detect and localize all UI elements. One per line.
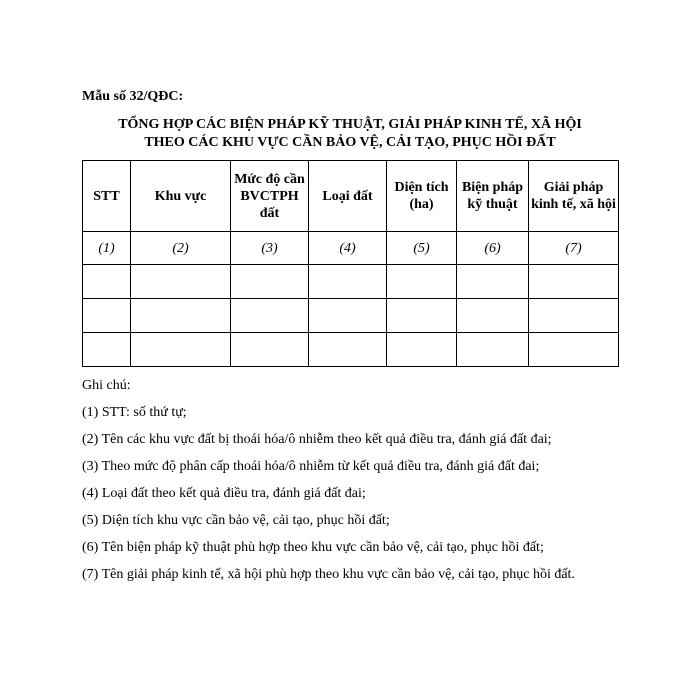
header-giai-phap: Giải pháp kinh tế, xã hội xyxy=(529,161,619,232)
table-cell xyxy=(309,333,387,367)
table-row xyxy=(83,299,619,333)
table-header-row xyxy=(83,161,619,232)
table-cell xyxy=(387,333,457,367)
note-item: (1) STT: số thứ tự; xyxy=(82,405,187,420)
table-row xyxy=(83,333,619,367)
document-title-line-2: THEO CÁC KHU VỰC CẦN BẢO VỆ, CẢI TẠO, PHỤC HỒI ĐẤT xyxy=(144,135,556,150)
column-number: (5) xyxy=(387,232,457,265)
header-loai-dat: Loại đất xyxy=(309,161,387,232)
table-cell xyxy=(457,299,529,333)
note-item: (4) Loại đất theo kết quả điều tra, đánh giá đất đai; xyxy=(82,486,366,501)
column-number: (7) xyxy=(529,232,619,265)
table-cell xyxy=(83,333,131,367)
note-item: (5) Diện tích khu vực cần bảo vệ, cải tạo, phục hồi đất; xyxy=(82,513,390,528)
table-cell xyxy=(131,333,231,367)
table-cell xyxy=(529,265,619,299)
table-cell xyxy=(387,299,457,333)
notes-heading: Ghi chú: xyxy=(82,378,131,393)
table-cell xyxy=(529,299,619,333)
column-number: (1) xyxy=(83,232,131,265)
table-cell xyxy=(529,333,619,367)
header-khu-vuc: Khu vực xyxy=(131,161,231,232)
column-number: (4) xyxy=(309,232,387,265)
table-cell xyxy=(131,299,231,333)
column-number: (6) xyxy=(457,232,529,265)
header-muc-do: Mức độ cần BVCTPH đất xyxy=(231,161,309,232)
table-cell xyxy=(231,299,309,333)
table-cell xyxy=(131,265,231,299)
header-bien-phap: Biện pháp kỹ thuật xyxy=(457,161,529,232)
table-cell xyxy=(309,265,387,299)
column-number: (3) xyxy=(231,232,309,265)
table-cell xyxy=(457,265,529,299)
table-cell xyxy=(309,299,387,333)
table-row xyxy=(83,265,619,299)
note-item: (6) Tên biện pháp kỹ thuật phù hợp theo khu vực cần bảo vệ, cải tạo, phục hồi đất; xyxy=(82,540,544,555)
summary-table xyxy=(82,160,619,367)
table-cell xyxy=(231,265,309,299)
notes-section xyxy=(82,377,575,593)
table-cell xyxy=(457,333,529,367)
note-item: (3) Theo mức độ phân cấp thoái hóa/ô nhiễm từ kết quả điều tra, đánh giá đất đai; xyxy=(82,459,540,474)
column-number: (2) xyxy=(131,232,231,265)
table-cell xyxy=(83,299,131,333)
header-stt: STT xyxy=(83,161,131,232)
note-item: (7) Tên giải pháp kinh tế, xã hội phù hợp theo khu vực cần bảo vệ, cải tạo, phục hồi đất. xyxy=(82,567,575,582)
note-item: (2) Tên các khu vực đất bị thoái hóa/ô nhiễm theo kết quả điều tra, đánh giá đất đai; xyxy=(82,432,552,447)
header-dien-tich: Diện tích (ha) xyxy=(387,161,457,232)
form-number: Mẫu số 32/QĐC: xyxy=(82,89,184,104)
table-cell xyxy=(231,333,309,367)
table-cell xyxy=(83,265,131,299)
table-cell xyxy=(387,265,457,299)
document-title-line-1: TỔNG HỢP CÁC BIỆN PHÁP KỸ THUẬT, GIẢI PHÁP KINH TẾ, XÃ HỘI xyxy=(118,117,582,132)
column-number-row xyxy=(83,232,619,265)
